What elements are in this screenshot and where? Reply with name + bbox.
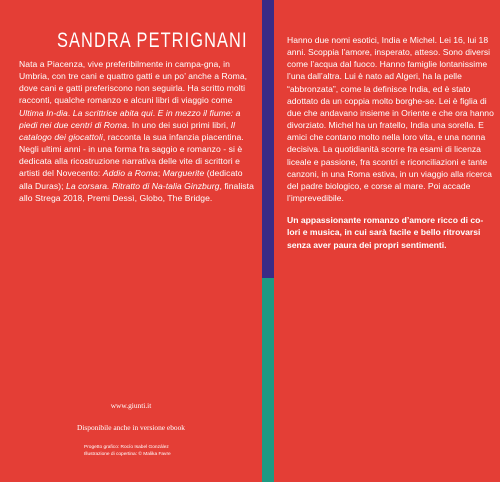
bio-title-italic: La scrittrice abita qui [72,107,153,118]
tagline: Un appassionante romanzo d’amore ricco di co-lori e musica, in cui sarà facile e bello ritrovarsi senza aver paura dei propri sentimenti. [287,215,484,250]
bio-title-italic: Addio a Roma [102,168,158,179]
bio-title-italic: E in mezzo il fiume: a piedi nei due centri di Roma [19,107,241,130]
bio-text: . [67,107,73,118]
front-flap [274,0,500,482]
bio-text: , finalista allo Strega 2018, Premi Dessì, Globo, The Bridge. [19,180,254,203]
design-credit: Progetto grafico: Rocío Isabel González [84,445,169,450]
bio-title-italic: Ultima In-dia [19,107,68,118]
spine-band [262,0,274,482]
bio-text: (dedicato alla Duras); [19,168,243,191]
publisher-website: www.giunti.it [110,401,152,410]
spine-band-teal [262,278,274,482]
cover-credit: Illustrazione di copertina: © Malika Favre [84,452,171,458]
bio-title-italic: Marguerite [162,168,205,179]
synopsis: Hanno due nomi esotici, India e Michel. Lei 16, lui 18 anni. Scoppia l’amore, insperato, atteso. Sono diversi come l’acqua dal fuoco. Hanno famiglie lontanissime l’una dall’altra. Lui è nato ad Algeri, ha la pelle “abbronzata”, come la definisce India, ed è stato adottato da un coppia molto borghe-se. Lei è figlia di due che andavano insieme in Oriente e che ora hanno divorziato. Michel ha un fratello, India una sorella. E amici che contano molto nella loro vita, e una nonna decisiva. La quotidianità scorre fra esami di licenza liceale e passione, fra scontri e riconciliazioni e tante canzoni, in una Roma estiva, in un viaggio alla ricerca del padre biologico, e corse al mare. Poi accade l’imprevedibile. [287,35,494,204]
bio-text: . [152,107,158,118]
credits [84,444,171,458]
bio-text: ; [157,168,163,179]
bio-text: , racconta la sua infanzia piacentina. Negli ultimi anni - in una forma fra saggio e romanzo - si è dedicata alla ricostruzione narrativa delle vite di scrittori e artisti del Novecento: [19,131,244,179]
spine-band-purple [262,0,274,278]
author-bio [19,58,254,204]
bio-text: . In uno dei suoi primi libri, [126,119,231,130]
author-name: SANDRA PETRIGNANI [57,29,248,52]
bio-title-italic: Il catalogo dei giocattoli [19,119,236,142]
bio-title-italic: La corsara. Ritratto di Na-talia Ginzburg [65,180,220,191]
ebook-note: Disponibile anche in versione ebook [77,423,185,432]
bio-text: Nata a Piacenza, vive preferibilmente in campa-gna, in Umbria, con tre cani e quattro gatti e un po’ anche a Roma, dove cani e gatti preferiscono non seguirla. Ha scritto molti racconti, qualche romanzo e alcuni libri di viaggio come [19,59,248,106]
